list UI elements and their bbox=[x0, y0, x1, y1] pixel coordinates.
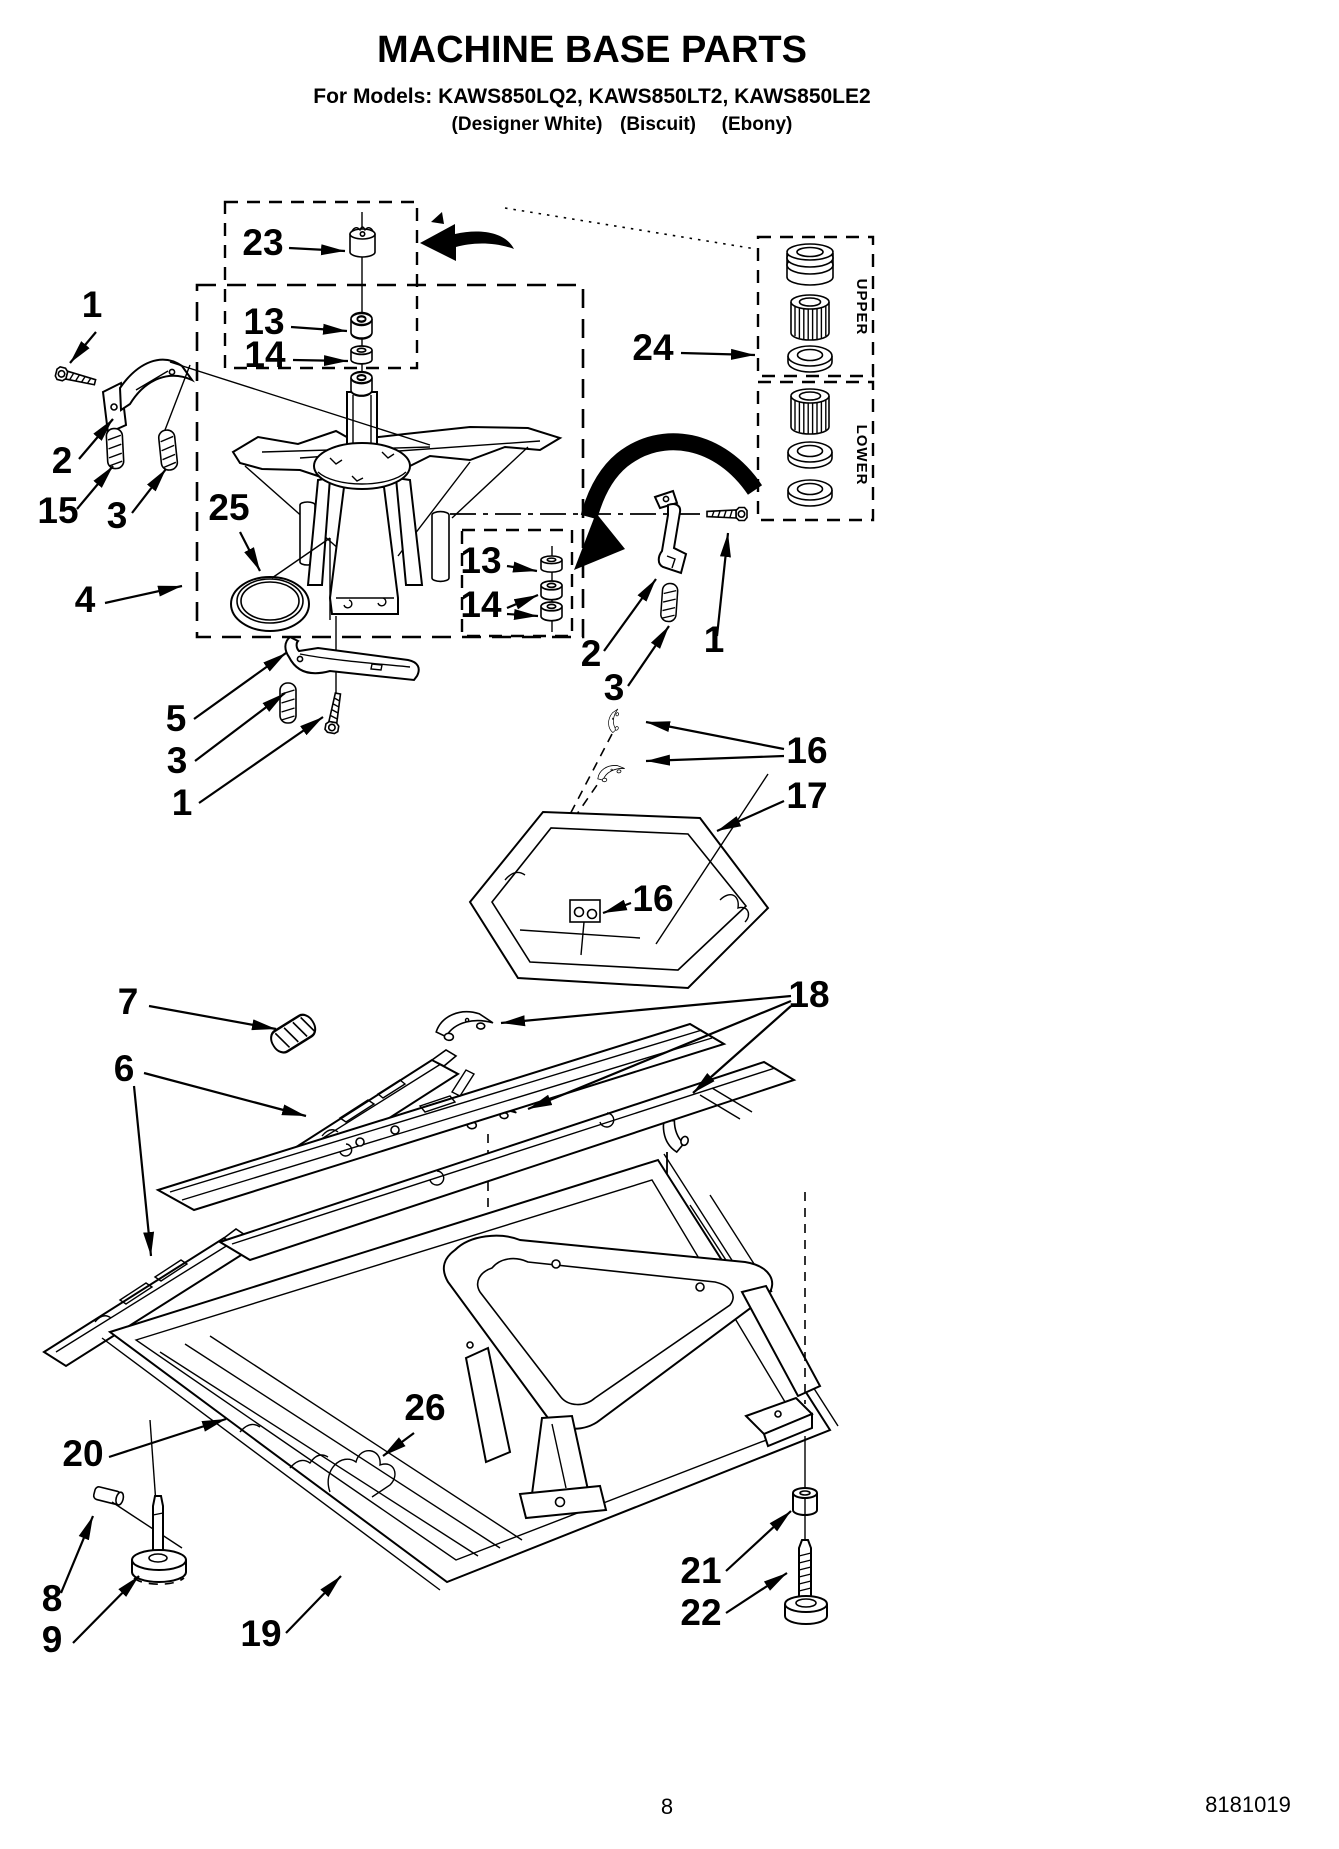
callout-6: 6 bbox=[113, 1048, 135, 1089]
flow-arrow-top bbox=[420, 224, 514, 261]
callout-26: 26 bbox=[404, 1387, 446, 1428]
callout-9: 9 bbox=[41, 1619, 63, 1660]
cap-part-23 bbox=[350, 227, 375, 257]
spring-15 bbox=[106, 428, 124, 469]
reference-dotted-line bbox=[505, 208, 756, 249]
spring-3-under-bracket bbox=[280, 683, 296, 723]
foot-stem-line bbox=[150, 1420, 156, 1504]
callout-3-right: 3 bbox=[603, 667, 625, 708]
callout-21: 21 bbox=[680, 1550, 722, 1591]
callout-8: 8 bbox=[41, 1578, 63, 1619]
leveling-leg-22 bbox=[785, 1540, 827, 1624]
screw-1-under-bracket bbox=[325, 692, 345, 734]
callout-13-top: 13 bbox=[243, 301, 285, 342]
hex-screw-1-right bbox=[707, 508, 747, 521]
callout-2-right: 2 bbox=[580, 633, 602, 674]
clip-16-b bbox=[596, 764, 626, 783]
callout-17: 17 bbox=[786, 775, 828, 816]
gearcase-dome bbox=[314, 443, 410, 489]
pin-alignment-line bbox=[112, 1502, 182, 1548]
spring-3-left bbox=[158, 429, 178, 470]
flow-arrow-top-tick bbox=[431, 212, 444, 224]
gearcase-leg-right bbox=[396, 478, 422, 585]
callout-3-bottom: 3 bbox=[166, 740, 188, 781]
right-suspension-bracket-2 bbox=[655, 491, 686, 573]
bold-arrows bbox=[420, 212, 755, 570]
leveling-foot-9 bbox=[132, 1496, 186, 1584]
callout-3-left: 3 bbox=[106, 495, 128, 536]
callout-25: 25 bbox=[208, 487, 250, 528]
footer bbox=[661, 1792, 1291, 1819]
page-title: MACHINE BASE PARTS bbox=[377, 29, 807, 71]
callout-1-right: 1 bbox=[703, 619, 725, 660]
locknut-21 bbox=[793, 1488, 817, 1515]
callout-1-topleft: 1 bbox=[81, 284, 103, 325]
support-post-right bbox=[432, 512, 449, 582]
color-label-ebony: (Ebony) bbox=[721, 114, 793, 135]
callout-1-bottom: 1 bbox=[171, 782, 193, 823]
spacer-pin-8 bbox=[93, 1486, 125, 1506]
agitator-stem-column bbox=[350, 212, 375, 398]
gearcase-shaft-tube bbox=[347, 392, 377, 446]
callout-14-top: 14 bbox=[244, 334, 286, 375]
models-line: For Models: KAWS850LQ2, KAWS850LT2, KAWS850LE2 bbox=[313, 85, 871, 108]
upper-section-label: UPPER bbox=[853, 278, 870, 336]
base-assembly bbox=[102, 1024, 838, 1596]
callout-19: 19 bbox=[240, 1613, 282, 1654]
lower-section-label: LOWER bbox=[853, 424, 870, 486]
callout-15: 15 bbox=[37, 490, 79, 531]
callout-16-plate: 16 bbox=[632, 878, 674, 919]
callout-22: 22 bbox=[680, 1592, 722, 1633]
callout-16-top: 16 bbox=[786, 730, 828, 771]
hex-screw-1-top-left bbox=[55, 366, 97, 388]
callout-2-left: 2 bbox=[51, 440, 73, 481]
alignment-line-left bbox=[170, 362, 430, 445]
spring-7 bbox=[267, 1011, 319, 1056]
callout-7: 7 bbox=[117, 981, 139, 1022]
callout-24: 24 bbox=[632, 327, 674, 368]
callout-23: 23 bbox=[242, 222, 284, 263]
spring-3-right bbox=[660, 583, 678, 622]
clamp-18-a bbox=[436, 1010, 494, 1044]
page-number: 8 bbox=[660, 1794, 674, 1819]
shaft-top-cap bbox=[351, 372, 372, 396]
grommet-kit-parts bbox=[541, 546, 562, 632]
color-label-designer-white: (Designer White) bbox=[451, 114, 603, 135]
callout-18: 18 bbox=[788, 974, 830, 1015]
bushing-part-13 bbox=[351, 313, 372, 339]
callout-5: 5 bbox=[165, 698, 187, 739]
brace-bracket-5 bbox=[285, 637, 418, 680]
document-number: 8181019 bbox=[1205, 1792, 1291, 1817]
callout-14-mid: 14 bbox=[460, 584, 502, 625]
clip-16-a bbox=[604, 707, 625, 734]
upper-bearing-cap bbox=[787, 244, 833, 285]
gearcase-leg-center bbox=[330, 487, 398, 614]
washer-part-14 bbox=[351, 346, 372, 364]
color-label-biscuit: (Biscuit) bbox=[620, 114, 696, 135]
callout-20: 20 bbox=[62, 1433, 104, 1474]
callout-4: 4 bbox=[74, 579, 96, 620]
callout-13-mid: 13 bbox=[460, 540, 502, 581]
flow-arrow-curved-head bbox=[574, 513, 625, 570]
header bbox=[313, 29, 870, 135]
